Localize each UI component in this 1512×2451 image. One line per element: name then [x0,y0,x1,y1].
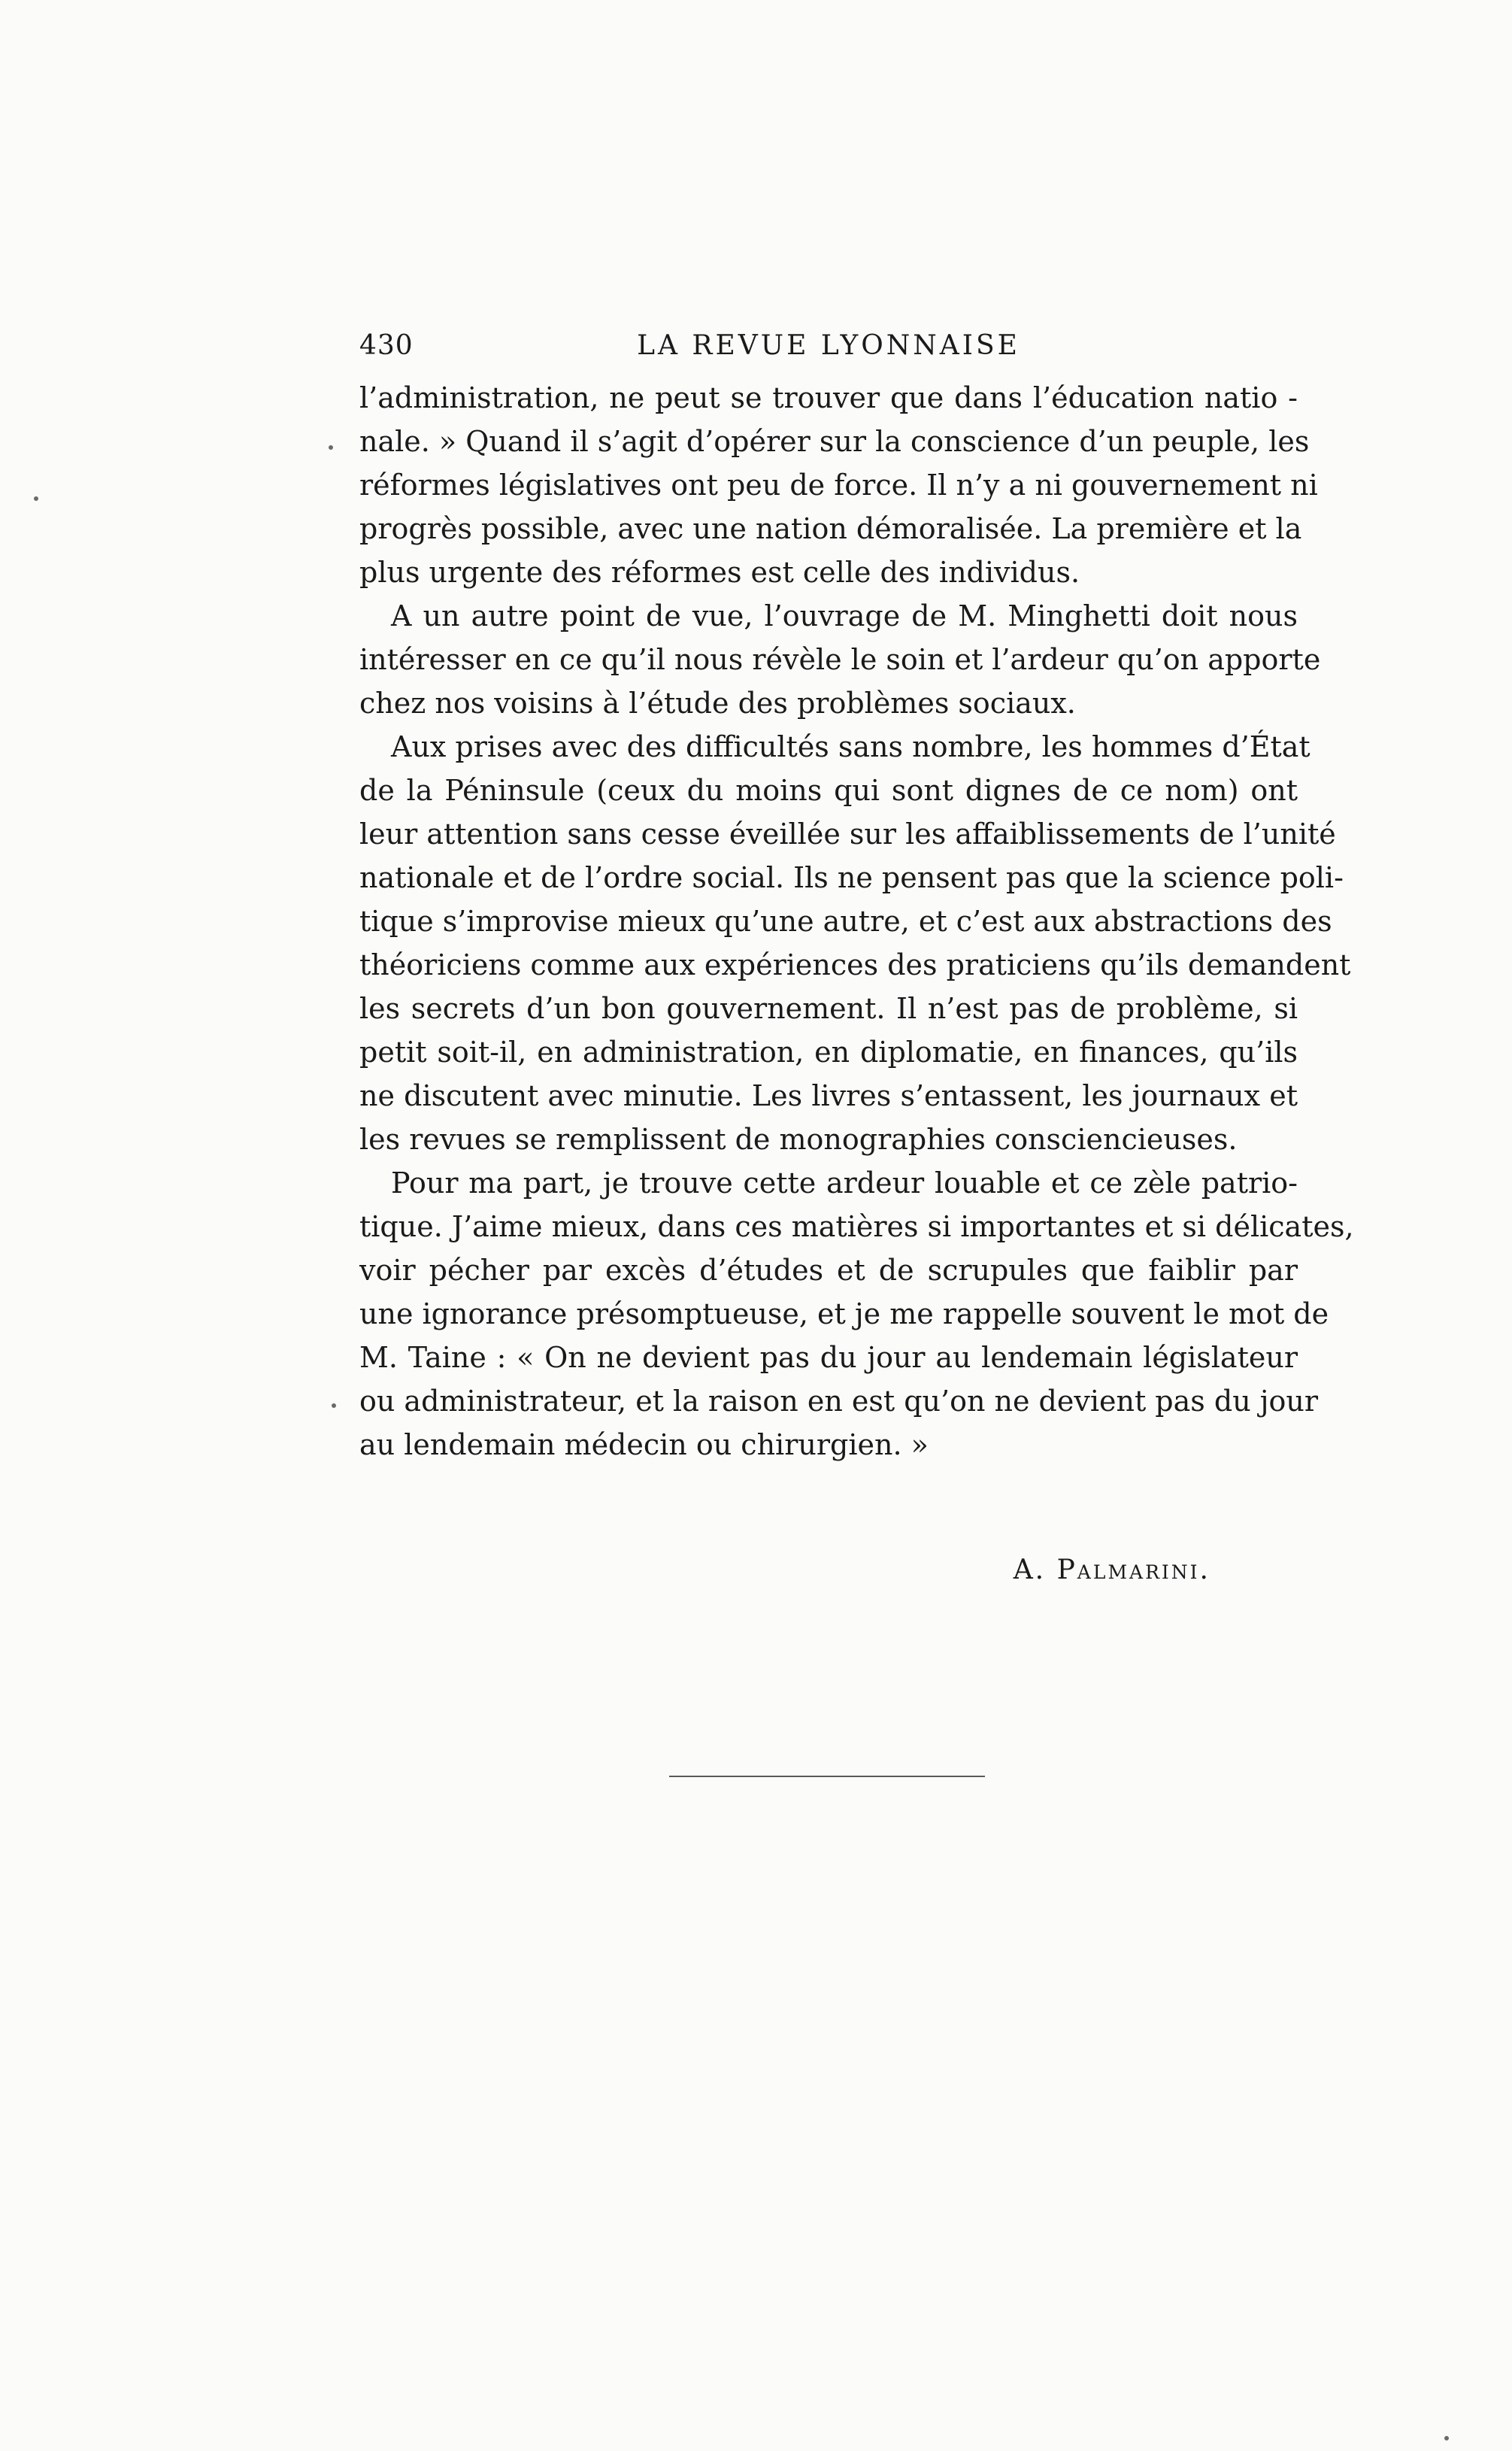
paper-speck [329,445,333,450]
text-line: les revues se remplissent de monographies consciencieuses. [359,1123,1238,1156]
article-body [359,376,1354,1467]
text-line: intéresser en ce qu’il nous révèle le soin et l’ardeur qu’on apporte [359,643,1321,676]
text-line: tique s’improvise mieux qu’une autre, et c’est aux abstractions des [359,905,1332,938]
text-line: de la Péninsule (ceux du moins qui sont dignes de ce nom) ont [359,774,1298,807]
journal-title: LA REVUE LYONNAISE [637,330,1020,361]
text-line: nale. » Quand il s’agit d’opérer sur la conscience d’un peuple, les [359,425,1310,458]
text-line: tique. J’aime mieux, dans ces matières si importantes et si délicates, [359,1210,1354,1243]
text-line: au lendemain médecin ou chirurgien. » [359,1428,929,1461]
paper-speck [332,1403,336,1408]
text-line: théoriciens comme aux expériences des praticiens qu’ils demandent [359,948,1351,981]
text-line: Pour ma part, je trouve cette ardeur louable et ce zèle patrio- [391,1166,1298,1200]
text-line: ou administrateur, et la raison en est qu’on ne devient pas du jour [359,1385,1319,1418]
paper-speck [1444,2436,1449,2440]
text-line: réformes législatives ont peu de force. Il n’y a ni gouvernement ni [359,469,1318,502]
author-signature: A. Palmarini. [1013,1555,1211,1585]
text-line: les secrets d’un bon gouvernement. Il n’est pas de problème, si [359,992,1298,1025]
text-line: une ignorance présomptueuse, et je me rappelle souvent le mot de [359,1297,1329,1330]
text-line: A un autre point de vue, l’ouvrage de M. Minghetti doit nous [391,599,1298,632]
text-line: progrès possible, avec une nation démoralisée. La première et la [359,512,1302,545]
running-head [359,325,1298,367]
text-line: plus urgente des réformes est celle des individus. [359,556,1080,589]
text-line: nationale et de l’ordre social. Ils ne pensent pas que la science poli- [359,861,1344,894]
text-line: leur attention sans cesse éveillée sur les affaiblissements de l’unité [359,818,1336,851]
text-line: voir pécher par excès d’études et de scrupules que faiblir par [359,1254,1298,1287]
text-line: l’administration, ne peut se trouver que dans l’éducation natio - [359,381,1298,414]
closing-rule [669,1776,985,1777]
page-number: 430 [359,330,414,361]
paper-speck [34,496,38,501]
text-line: Aux prises avec des difficultés sans nombre, les hommes d’État [391,730,1311,763]
text-line: ne discutent avec minutie. Les livres s’entassent, les journaux et [359,1079,1298,1112]
text-line: chez nos voisins à l’étude des problèmes sociaux. [359,687,1076,720]
text-line: M. Taine : « On ne devient pas du jour au lendemain législateur [359,1341,1298,1374]
text-line: petit soit-il, en administration, en diplomatie, en finances, qu’ils [359,1036,1298,1069]
